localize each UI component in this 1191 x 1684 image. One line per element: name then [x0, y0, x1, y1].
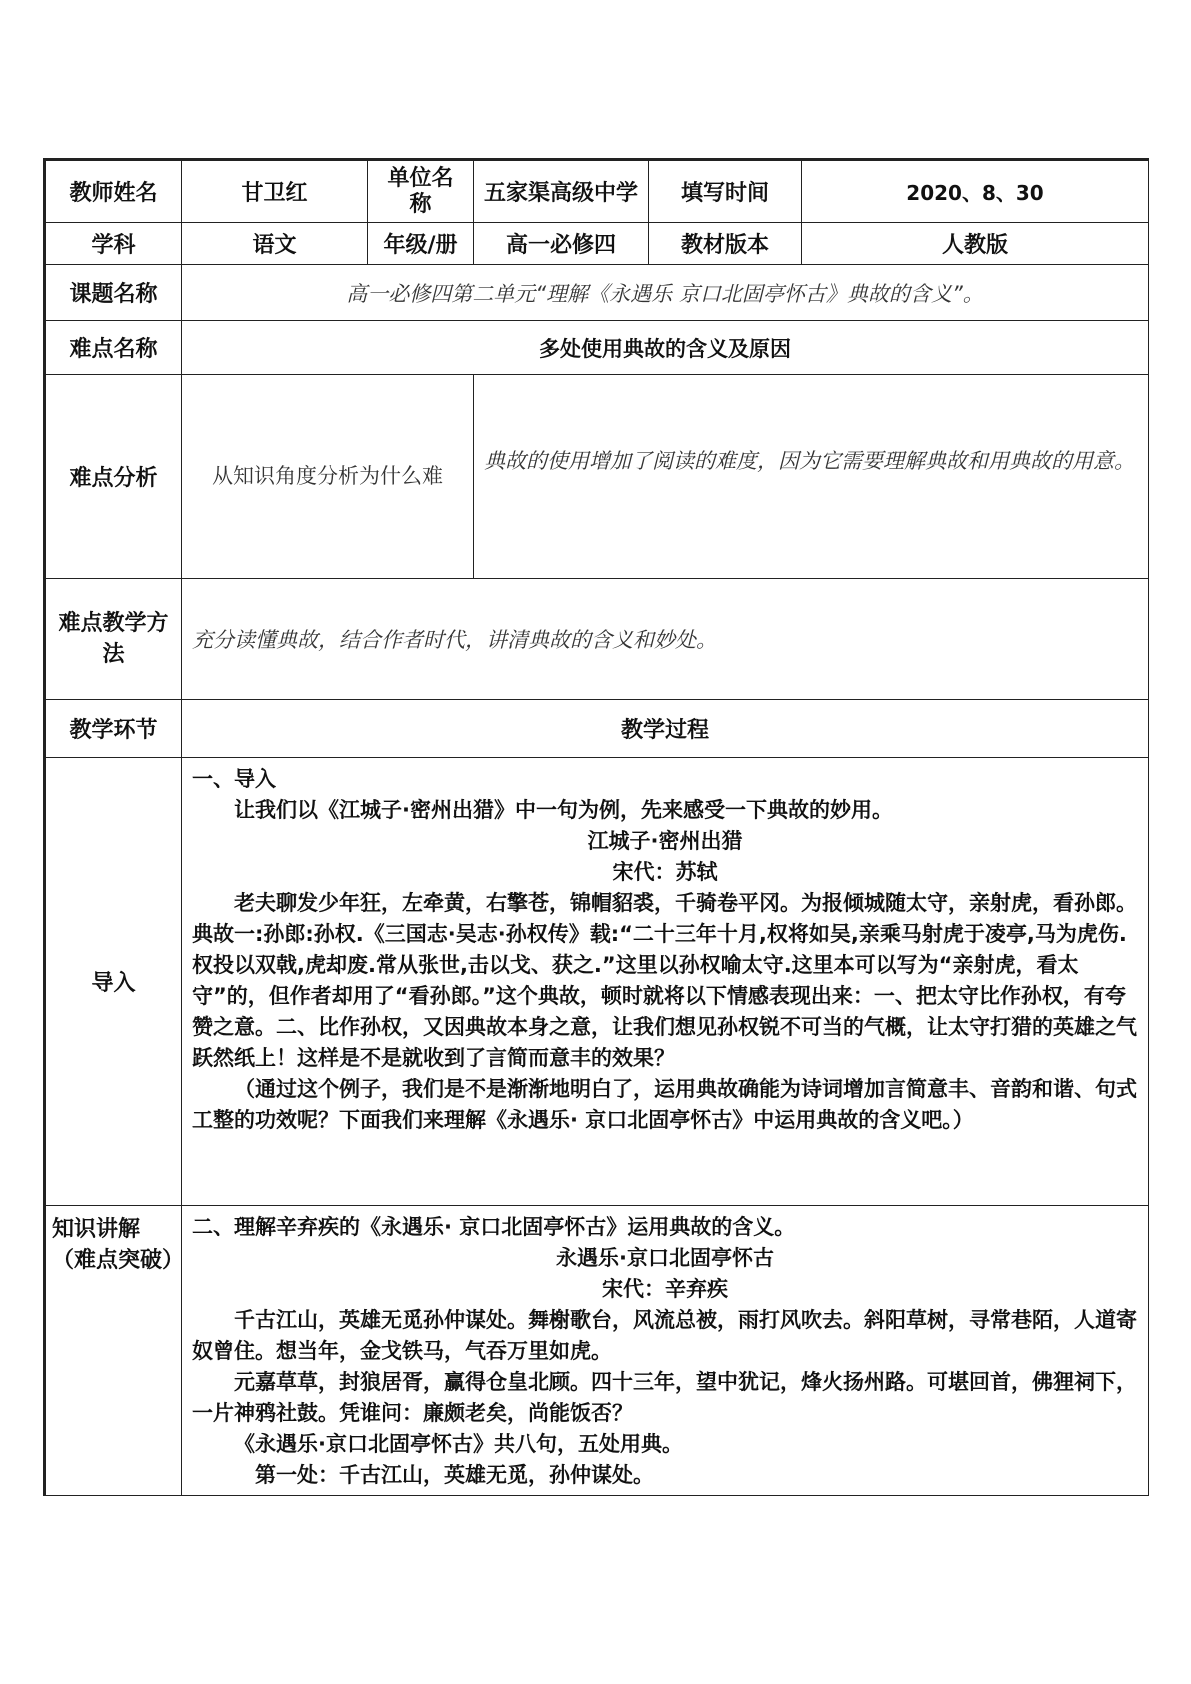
knowledge-para-1: 千古江山，英雄无觅孙仲谋处。舞榭歌台，风流总被，雨打风吹去。斜阳草树，寻常巷陌，人道寄奴曾住。想当年，金戈铁马，气吞万里如虎。	[192, 1308, 1137, 1363]
intro-row	[45, 758, 1149, 1206]
process-header-row	[45, 700, 1149, 758]
date-value: 2020、8、30	[802, 160, 1149, 223]
intro-lead: 让我们以《江城子·密州出猎》中一句为例，先来感受一下典故的妙用。	[234, 798, 893, 822]
knowledge-heading: 二、理解辛弃疾的《永遇乐· 京口北固亭怀古》运用典故的含义。	[192, 1215, 796, 1239]
intro-stage-label: 导入	[45, 758, 182, 1206]
date-label: 填写时间	[649, 160, 802, 223]
header-row-2	[45, 223, 1149, 265]
grade-value: 高一必修四	[474, 223, 649, 265]
lesson-plan-table	[43, 158, 1149, 1496]
intro-heading: 一、导入	[192, 767, 276, 791]
analysis-sub-label: 从知识角度分析为什么难	[182, 375, 474, 579]
method-label: 难点教学方法	[45, 579, 182, 700]
knowledge-stage-label: 知识讲解（难点突破）	[45, 1206, 182, 1496]
grade-label: 年级/册	[368, 223, 474, 265]
knowledge-para-3: 《永遇乐·京口北固亭怀古》共八句，五处用典。	[234, 1432, 683, 1456]
stage-header: 教学环节	[45, 700, 182, 758]
knowledge-content	[182, 1206, 1149, 1496]
teacher-value: 甘卫红	[182, 160, 368, 223]
unit-label: 单位名称	[368, 160, 474, 223]
intro-poem-text: 老夫聊发少年狂，左牵黄，右擎苍，锦帽貂裘，千骑卷平冈。为报倾城随太守，亲射虎，看孙郎。	[234, 891, 1137, 915]
analysis-label: 难点分析	[45, 375, 182, 579]
process-header: 教学过程	[182, 700, 1149, 758]
difficulty-row	[45, 321, 1149, 375]
knowledge-para-2: 元嘉草草，封狼居胥，赢得仓皇北顾。四十三年，望中犹记，烽火扬州路。可堪回首，佛狸祠下，一片神鸦社鼓。凭谁问：廉颇老矣，尚能饭否？	[192, 1370, 1137, 1425]
intro-summary: （通过这个例子，我们是不是渐渐地明白了，运用典故确能为诗词增加言简意丰、音韵和谐、句式工整的功效呢？下面我们来理解《永遇乐· 京口北固亭怀古》中运用典故的含义吧。）	[192, 1077, 1137, 1132]
topic-label: 课题名称	[45, 265, 182, 321]
method-value: 充分读懂典故，结合作者时代，讲清典故的含义和妙处。	[182, 579, 1149, 700]
difficulty-value: 多处使用典故的含义及原因	[182, 321, 1149, 375]
intro-content	[182, 758, 1149, 1206]
header-row-1	[45, 160, 1149, 223]
subject-value: 语文	[182, 223, 368, 265]
intro-poem-title: 江城子·密州出猎	[587, 829, 743, 853]
textbook-label: 教材版本	[649, 223, 802, 265]
knowledge-row	[45, 1206, 1149, 1496]
subject-label: 学科	[45, 223, 182, 265]
difficulty-label: 难点名称	[45, 321, 182, 375]
unit-value: 五家渠高级中学	[474, 160, 649, 223]
topic-row	[45, 265, 1149, 321]
topic-value: 高一必修四第二单元“理解《永遇乐 京口北固亭怀古》典故的含义”。	[182, 265, 1149, 321]
knowledge-para-4: 第一处：千古江山，英雄无觅，孙仲谋处。	[255, 1463, 654, 1487]
analysis-row	[45, 375, 1149, 579]
analysis-value: 典故的使用增加了阅读的难度，因为它需要理解典故和用典故的用意。	[474, 375, 1149, 579]
textbook-value: 人教版	[802, 223, 1149, 265]
teacher-label: 教师姓名	[45, 160, 182, 223]
knowledge-poem-author: 宋代：辛弃疾	[602, 1277, 728, 1301]
knowledge-poem-title: 永遇乐·京口北固亭怀古	[556, 1246, 774, 1270]
method-row	[45, 579, 1149, 700]
intro-poem-author: 宋代：苏轼	[612, 860, 718, 884]
intro-allusion: 典故一:孙郎:孙权.《三国志·吴志·孙权传》载:“二十三年十月,权将如吴,亲乘马射虎于凌亭,马为虎伤.权投以双戟,虎却废.常从张世,击以戈、获之.”这里以孙权喻太守.这里本可以写为“亲射虎，看太守”的，但作者却用了“看孙郎。”这个典故，顿时就将以下情感表现出来：一、把太守比作孙权，有夸赞之意。二、比作孙权，又因典故本身之意，让我们想见孙权锐不可当的气概，让太守打猎的英雄之气跃然纸上！这样是不是就收到了言简而意丰的效果？	[192, 922, 1137, 1070]
